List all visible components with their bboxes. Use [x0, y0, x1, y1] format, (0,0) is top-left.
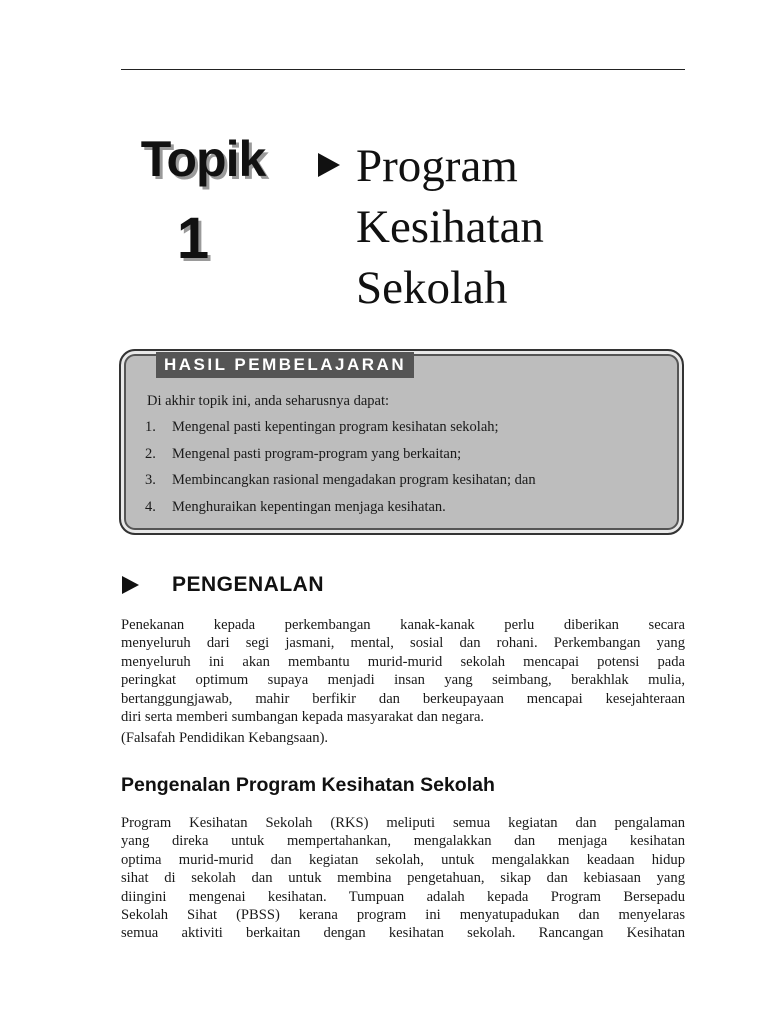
learning-outcomes-intro: Di akhir topik ini, anda seharusnya dapat:	[147, 393, 390, 409]
introduction-paragraph	[121, 616, 685, 726]
paragraph-line: Sekolah Sihat (PBSS) kerana program ini menyatupadukan dan menyelaras	[121, 907, 685, 924]
outcome-item	[145, 471, 665, 498]
section-arrow-icon	[122, 576, 139, 594]
paragraph-line: bertanggungjawab, mahir berfikir dan berkeupayaan mencapai kesejahteraan	[121, 690, 685, 707]
outcome-item	[145, 445, 665, 472]
outcome-text: Menghuraikan kepentingan menjaga kesihatan.	[172, 498, 446, 515]
paragraph-line: diingini mengenai kesihatan. Tumpuan adalah kepada Program Bersepadu	[121, 888, 685, 905]
outcome-number: 2.	[145, 445, 156, 462]
paragraph-line: menyeluruh ini akan membantu murid-murid sekolah mencapai potensi pada	[121, 653, 685, 670]
paragraph-line: optima murid-murid dan kegiatan sekolah, untuk mengalakkan keadaan hidup	[121, 851, 685, 868]
paragraph-line: Program Kesihatan Sekolah (RKS) meliputi semua kegiatan dan pengalaman	[121, 815, 685, 831]
learning-outcomes-label: HASIL PEMBELAJARAN	[156, 352, 414, 378]
outcome-item	[145, 498, 665, 525]
topic-title	[356, 136, 544, 319]
outcome-number: 1.	[145, 419, 156, 435]
title-line: Sekolah	[356, 262, 508, 314]
header-rule	[121, 69, 685, 70]
outcome-text: Mengenal pasti kepentingan program kesihatan sekolah;	[172, 419, 499, 435]
section-heading-introduction: PENGENALAN	[172, 573, 325, 596]
paragraph-line: Penekanan kepada perkembangan kanak-kanak perlu diberikan secara	[121, 617, 685, 633]
paragraph-line: yang direka untuk mempertahankan, mengalakkan dan menjaga kesihatan	[121, 833, 685, 850]
subheading-school-health: Pengenalan Program Kesihatan Sekolah	[121, 774, 495, 796]
topic-label: Topik	[140, 131, 266, 187]
paragraph-line: sihat di sekolah dan untuk membina pengetahuan, sikap dan kebiasaan yang	[121, 870, 685, 887]
paragraph-line: diri serta memberi sumbangan kepada masyarakat dan negara.	[121, 709, 485, 726]
quote-source: (Falsafah Pendidikan Kebangsaan).	[121, 730, 329, 746]
outcome-text: Membincangkan rasional mengadakan program kesihatan; dan	[172, 472, 536, 488]
learning-outcomes-list	[145, 418, 665, 524]
outcome-item	[145, 418, 665, 445]
title-line: Kesihatan	[356, 201, 544, 253]
topic-number: 1	[176, 206, 210, 271]
title-line: Program	[356, 140, 518, 192]
paragraph-line: peringkat optimum supaya menjadi insan yang seimbang, berakhlak mulia,	[121, 672, 685, 689]
paragraph-line: semua aktiviti berkaitan dengan kesihatan sekolah. Rancangan Kesihatan	[121, 925, 685, 942]
paragraph-line: menyeluruh dari segi jasmani, mental, sosial dan rohani. Perkembangan yang	[121, 635, 685, 652]
outcome-number: 3.	[145, 472, 156, 488]
school-health-paragraph	[121, 814, 685, 943]
outcome-number: 4.	[145, 498, 156, 515]
title-arrow-icon	[318, 153, 340, 177]
outcome-text: Mengenal pasti program-program yang berkaitan;	[172, 445, 462, 462]
